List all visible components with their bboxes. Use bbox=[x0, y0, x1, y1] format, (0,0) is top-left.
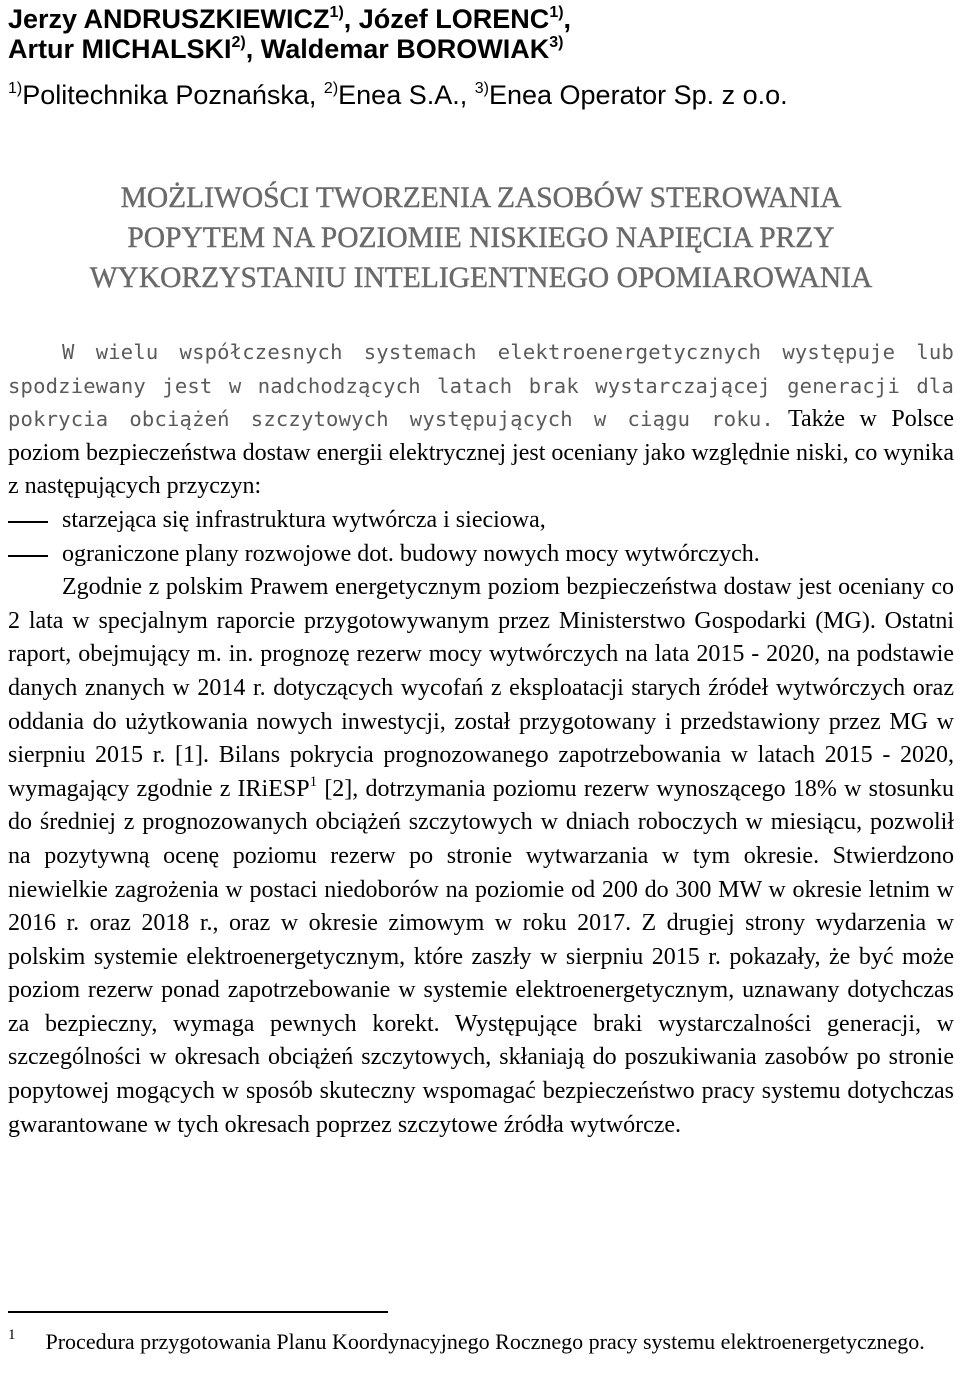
affiliation-marker: 2) bbox=[323, 80, 339, 97]
author-list bbox=[8, 4, 948, 64]
author-line-1 bbox=[8, 4, 948, 34]
footnote-reference: 1 bbox=[309, 773, 318, 790]
footnote-text: Procedura przygotowania Planu Koordynacyjnego Rocznego pracy systemu elektroenergetycznego. bbox=[45, 1329, 925, 1354]
list-item bbox=[8, 538, 954, 572]
affiliations bbox=[8, 80, 948, 110]
affiliation-org: Enea Operator Sp. z o.o. bbox=[488, 80, 788, 110]
title-line: POPYTEM NA POZIOMIE NISKIEGO NAPIĘCIA PRZY bbox=[127, 222, 835, 254]
footnote-mark: 1 bbox=[8, 1327, 16, 1343]
title-line: MOŻLIWOŚCI TWORZENIA ZASOBÓW STEROWANIA bbox=[120, 182, 842, 214]
list-item-text: ograniczone plany rozwojowe dot. budowy nowych mocy wytwórczych. bbox=[62, 540, 760, 567]
footnote bbox=[8, 1327, 954, 1357]
affiliation-marker: 1) bbox=[8, 80, 23, 97]
affiliation-marker: 2) bbox=[231, 34, 246, 51]
affiliation-marker: 3) bbox=[474, 80, 489, 97]
paragraph-text: [2], dotrzymania poziomu rezerw wynoszącego 18% w stosunku do średniej z prognozowanych obciążeń szczytowych w dniach roboczych w miesiącu, pozwolił na pozytywną ocenę poziomu rezerw po stronie wytwarzania w tym okresie. Stwierdzono niewielkie zagrożenia w postaci niedoborów na poziomie od 200 do 300 MW w okresie letnim w 2016 r. oraz 2018 r., oraz w okresie zimowym w roku 2017. Z drugiej strony wydarzenia w polskim systemie elektroenergetycznym, które zaszły w sierpniu 2015 r. pokazały, że być może poziom rezerw ponad zapotrzebowanie w systemie elektroenergetycznym, uznawany dotychczas za bezpieczny, wymaga pewnych korekt. Występujące braki wystarczalności generacji, w szczególności w okresach obciążeń szczytowych, skłaniają do poszukiwania zasobów po stronie popytowej mogących w sposób skuteczny wspomagać bezpieczeństwo pracy systemu dotychczas gwarantowane w tych okresach poprzez szczytowe źródła wytwórcze. bbox=[8, 775, 954, 1138]
paragraph-text: Zgodnie z polskim Prawem energetycznym poziom bezpieczeństwa dostaw jest oceniany co 2 lata w specjalnym raporcie przygotowywanym przez Ministerstwo Gospodarki (MG). Ostatni raport, obejmujący m. in. prognozę rezerw mocy wytwórczych na lata 2015 - 2020, na podstawie danych znanych w 2014 r. dotyczących wycofań z eksploatacji starych źródeł wytwórczych oraz oddania do użytkowania nowych inwestycji, został przygotowany i przedstawiony przez MG w sierpniu 2015 r. [1]. Bilans pokrycia prognozowanego zapotrzebowania w latach 2015 - 2020, wymagający zgodnie z IRiESP bbox=[8, 574, 954, 802]
list-item bbox=[8, 504, 954, 538]
title-line: WYKORZYSTANIU INTELIGENTNEGO OPOMIAROWANIA bbox=[89, 262, 873, 294]
affiliation-org: Politechnika Poznańska, bbox=[22, 80, 324, 110]
abstract-text: W wielu współczesnych systemach elektroenergetycznych występuje lub spodziewany jest w nadchodzących latach brak wystarczającej generacji dla pokrycia obciążeń szczytowych występujących w ciągu roku. bbox=[8, 340, 954, 432]
dash-bullet bbox=[8, 555, 48, 557]
affiliation-marker: 3) bbox=[549, 34, 564, 51]
author-name: Jerzy ANDRUSZKIEWICZ bbox=[8, 4, 330, 34]
affiliation-org: Enea S.A., bbox=[338, 80, 475, 110]
author-name: , Józef LORENC bbox=[343, 4, 550, 34]
dash-bullet bbox=[8, 521, 48, 523]
body-text bbox=[8, 336, 954, 1142]
author-name: Artur MICHALSKI bbox=[8, 34, 232, 64]
paragraph-text: Także w Polsce poziom bezpieczeństwa dostaw energii elektrycznej jest oceniany jako względnie niski, co wynika z następujących przyczyn: bbox=[8, 406, 955, 500]
affiliation-marker: 1) bbox=[549, 4, 564, 21]
footnote-divider bbox=[8, 1311, 388, 1313]
affiliation-marker: 1) bbox=[329, 4, 344, 21]
main-paragraph bbox=[8, 571, 954, 1142]
paper-title bbox=[8, 178, 954, 298]
separator: , bbox=[563, 4, 572, 34]
author-name: , Waldemar BOROWIAK bbox=[245, 34, 550, 64]
author-line-2 bbox=[8, 34, 948, 64]
intro-paragraph bbox=[8, 336, 954, 504]
list-item-text: starzejąca się infrastruktura wytwórcza i sieciowa, bbox=[62, 506, 546, 533]
